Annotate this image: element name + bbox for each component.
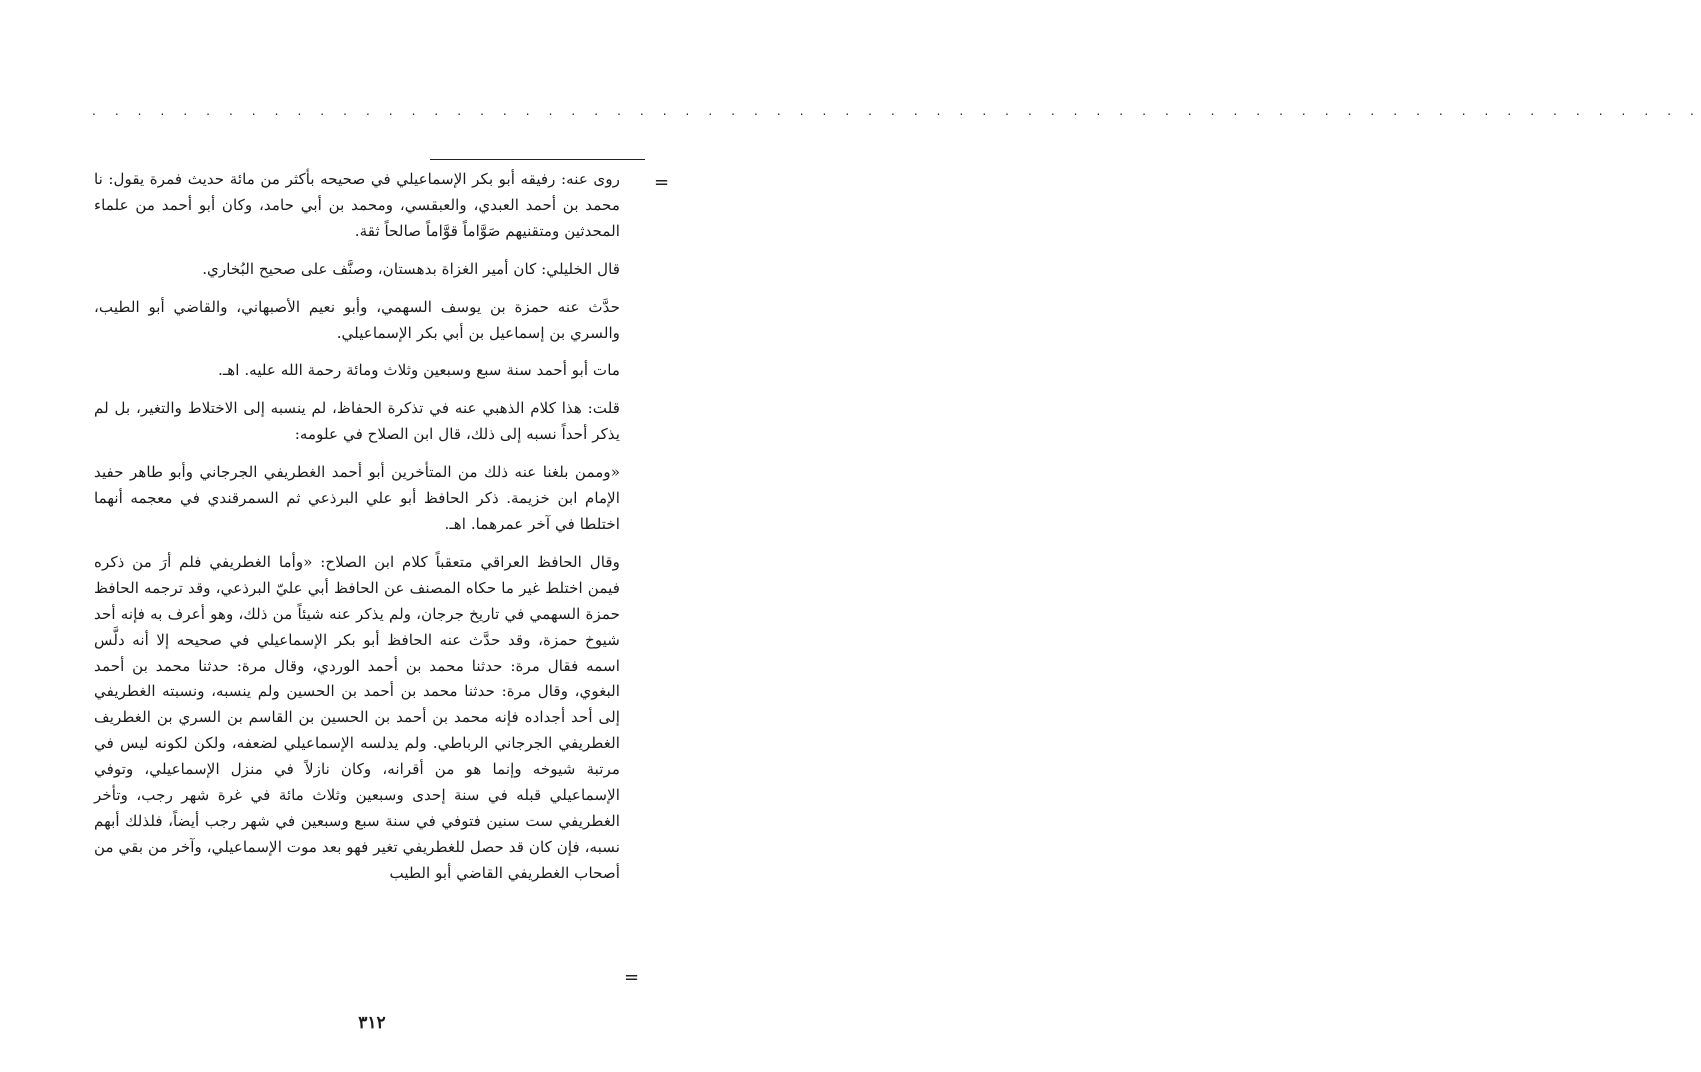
paragraph: مات أبو أحمد سنة سبع وسبعين وثلاث ومائة رحمة الله عليه. اهـ. <box>218 361 620 380</box>
continuation-marker-bottom: = <box>624 967 640 988</box>
continuation-marker-top: = <box>654 172 670 193</box>
page-number: ٣١٢ <box>358 1013 386 1033</box>
paragraph: روى عنه: رفيقه أبو بكر الإسماعيلي في صحيحه بأكثر من مائة حديث فمرة يقول: نا محمد بن أحمد العبدي، والعبقسي، ومحمد بن أبي حامد، وكان أبو أحمد من علماء المحدثين ومتقنيهم صَوَّاماً قوَّاماً صالحاً ثقة. <box>94 170 620 240</box>
paragraph: «وممن بلغنا عنه ذلك من المتأخرين أبو أحمد الغطريفي الجرجاني وأبو طاهر حفيد الإمام ابن خزيمة. ذكر الحافظ أبو علي البرذعي ثم السمرقندي في معجمه أنهما اختلطا في آخر عمرهما. اهـ. <box>94 463 620 533</box>
paragraph: قلت: هذا كلام الذهبي عنه في تذكرة الحفاظ، لم ينسبه إلى الاختلاط والتغير، بل لم يذكر أحداً نسبه إلى ذلك، قال ابن الصلاح في علومه: <box>94 399 620 444</box>
dotted-separator: . . . . . . . . . . . . . . . . . . . . . . . . . . . . . . . . . . . . . . . . . . . . . . . . . . . . . . . . . . . . . . . . . . . . . . . <box>92 104 1701 118</box>
footnote-rule <box>430 159 645 160</box>
footnote-text <box>94 167 620 887</box>
paragraph: قال الخليلي: كان أمير الغزاة بدهستان، وصنَّف على صحيح البُخاري. <box>202 259 620 278</box>
paragraph: وقال الحافظ العراقي متعقباً كلام ابن الصلاح: «وأما الغطريفي فلم أرَ من ذكره فيمن اختلط غير ما حكاه المصنف عن الحافظ أبي عليّ البرذعي، وقد ترجمه الحافظ حمزة السهمي في تاريخ جرجان، ولم يذكر عنه شيئاً من ذلك، وهو أعرف به فإنه أحد شيوخ حمزة، وقد حدَّث عنه الحافظ أبو بكر الإسماعيلي في صحيحه إلا أنه دلَّس اسمه فقال مرة: حدثنا محمد بن أحمد الوردي، وقال مرة: حدثنا محمد بن أحمد البغوي، وقال مرة: حدثنا محمد بن أحمد بن الحسين ولم ينسبه، ونسبته الغطريفي إلى أحد أجداده فإنه محمد بن أحمد بن الحسين بن القاسم بن السري بن الغطريف الغطريفي الجرجاني الرباطي. ولم يدلسه الإسماعيلي لضعفه، ولكن لكونه ليس في مرتبة شيوخه وإنما هو من أقرانه، وكان نازلاً في منزل الإسماعيلي، وتوفي الإسماعيلي قبله في سنة إحدى وسبعين وثلاث مائة في غرة شهر رجب، وتأخر الغطريفي ست سنين فتوفي في سنة سبع وسبعين في شهر رجب أيضاً، فلذلك أبهم نسبه، فإن كان قد حصل للغطريفي تغير فهو بعد موت الإسماعيلي، وآخر من بقي من أصحاب الغطريفي القاضي أبو الطيب <box>94 552 620 882</box>
paragraph: حدَّث عنه حمزة بن يوسف السهمي، وأبو نعيم الأصبهاني، والقاضي أبو الطيب، والسري بن إسماعيل بن أبي بكر الإسماعيلي. <box>94 297 620 342</box>
